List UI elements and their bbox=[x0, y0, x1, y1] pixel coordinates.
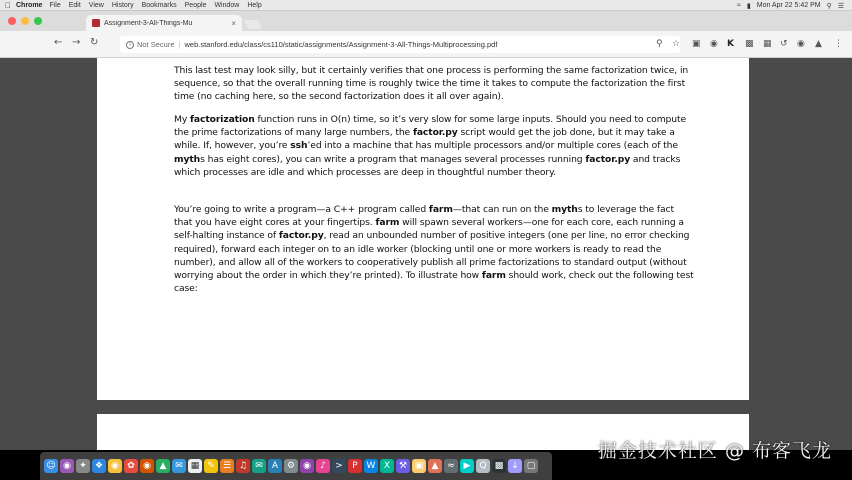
messages-icon[interactable]: ✉ bbox=[252, 459, 266, 473]
grid-extension-icon[interactable]: ▦ bbox=[763, 39, 772, 49]
code-factor-py: factor.py bbox=[412, 127, 458, 139]
menu-window[interactable]: Window bbox=[214, 1, 240, 9]
pdf-viewport[interactable] bbox=[0, 58, 852, 450]
code-ssh: ssh bbox=[290, 140, 308, 152]
preview-icon[interactable]: ▣ bbox=[412, 459, 426, 473]
close-tab-icon[interactable]: × bbox=[231, 18, 236, 28]
powerpoint-icon[interactable]: P bbox=[348, 459, 362, 473]
firefox-icon[interactable]: ◉ bbox=[140, 459, 154, 473]
facetime-icon[interactable]: ▶ bbox=[460, 459, 474, 473]
maps-icon[interactable]: ▲ bbox=[156, 459, 170, 473]
reminders-icon[interactable]: ☰ bbox=[220, 459, 234, 473]
pdf-favicon-icon bbox=[92, 19, 100, 27]
k-extension-icon[interactable]: K bbox=[727, 39, 734, 49]
menu-bar bbox=[0, 0, 852, 11]
mail-icon[interactable]: ✉ bbox=[172, 459, 186, 473]
refresh-extension-icon[interactable]: ↺ bbox=[780, 39, 788, 49]
tab-strip bbox=[0, 11, 852, 31]
menu-clock[interactable]: Mon Apr 22 5:42 PM bbox=[756, 2, 821, 9]
code-farm: farm bbox=[428, 204, 453, 215]
reload-icon[interactable]: ↻ bbox=[90, 37, 99, 48]
podcasts-icon[interactable]: ◉ bbox=[300, 459, 314, 473]
profile-icon[interactable]: ◉ bbox=[797, 39, 805, 49]
watermark: 掘金技术社区 @ 布客飞龙 bbox=[597, 440, 832, 462]
close-window-button[interactable] bbox=[8, 17, 16, 25]
paragraph-farm: You’re going to write a program—a C++ program called farm—that can run on the myths to leverage the fact that you have eight cores at your fingertips. farm will spawn several workers—one for each core, each running a self-halting instance of factor.py, read an unbounded number of positive integers (one per line, no error checking required), forward each integer on to an idle worker (blocking until one or more workers is ready to read the number), and allow all of the workers to cooperatively publish all prime factorizations to standard output (without worrying about the order in which they’re printed). To illustrate how farm should work, check out the following test case: bbox=[174, 204, 694, 295]
menu-edit[interactable]: Edit bbox=[68, 1, 81, 9]
address-bar[interactable]: i Not Secure | web.stanford.edu/class/cs110/static/assignments/Assignment-3-All-Things-Multiprocessing.pdf bbox=[120, 36, 680, 53]
pocket-icon[interactable]: ◉ bbox=[710, 39, 718, 49]
downloads-icon[interactable]: ↓ bbox=[508, 459, 522, 473]
safari-icon[interactable]: ❖ bbox=[92, 459, 106, 473]
chrome-icon[interactable]: ◉ bbox=[108, 459, 122, 473]
more-menu-icon[interactable]: ⋮ bbox=[834, 39, 843, 49]
itunes-icon[interactable]: ♪ bbox=[316, 459, 330, 473]
menu-file[interactable]: File bbox=[49, 1, 61, 9]
paragraph-factorization: My factorization function runs in O(n) time, so it’s very slow for some large inputs. Should you need to compute the prime factorizations of many large numbers, the factor.py script would get the job done, but it may take a while. If, however, you’re ssh’ed into a machine that has multiple processors and/or multiple cores (each of the myths has eight cores), you can write a program that manages several processes running factor.py and tracks which processes are idle and which processes are deep in thoughtful number theory. bbox=[174, 114, 687, 178]
paragraph-test-description: This last test may look silly, but it certainly verifies that one process is performing the same factorization twice, in sequence, so that the overall running time is roughly twice the time it takes to compute the factorization the first time (no caching here, so the second factorization does it all over again). bbox=[174, 65, 689, 103]
menu-app-name[interactable]: Chrome bbox=[16, 1, 43, 9]
app-store-icon[interactable]: A bbox=[268, 459, 282, 473]
zoom-icon[interactable]: ⚲ bbox=[656, 39, 663, 49]
menu-history[interactable]: History bbox=[111, 1, 134, 9]
code-farm-2: farm bbox=[375, 217, 400, 229]
tab-title: Assignment-3-All-Things-Mu bbox=[104, 19, 193, 27]
menu-help[interactable]: Help bbox=[247, 1, 262, 9]
info-icon[interactable]: i bbox=[126, 41, 134, 49]
code-myth: myth bbox=[174, 153, 201, 165]
cast-icon[interactable]: ▩ bbox=[745, 39, 754, 49]
notes-icon[interactable]: ✎ bbox=[204, 459, 218, 473]
terminal-icon[interactable]: > bbox=[332, 459, 346, 473]
code-factor-py-3: factor.py bbox=[278, 230, 324, 242]
wifi-icon[interactable]: ≈ bbox=[737, 2, 741, 9]
xcode-icon[interactable]: ⚒ bbox=[396, 459, 410, 473]
menu-people[interactable]: People bbox=[184, 1, 207, 9]
finder-icon[interactable]: ☺ bbox=[44, 459, 58, 473]
siri-icon[interactable]: ◉ bbox=[60, 459, 74, 473]
code-myth-2: myth bbox=[551, 204, 578, 215]
search-icon[interactable]: ⚲ bbox=[826, 2, 832, 10]
list-icon[interactable]: ☰ bbox=[837, 2, 844, 10]
new-tab-button[interactable] bbox=[244, 20, 261, 29]
bookmark-star-icon[interactable]: ☆ bbox=[672, 39, 681, 49]
tab-assignment[interactable] bbox=[86, 15, 242, 31]
extension-icon[interactable]: ▣ bbox=[692, 39, 701, 49]
battery-icon[interactable]: ▮ bbox=[746, 2, 751, 10]
menu-bookmarks[interactable]: Bookmarks bbox=[141, 1, 177, 9]
forward-arrow-icon[interactable]: → bbox=[72, 37, 81, 48]
launchpad-icon[interactable]: ✦ bbox=[76, 459, 90, 473]
code-farm-3: farm bbox=[481, 270, 506, 282]
excel-icon[interactable]: X bbox=[380, 459, 394, 473]
security-label: Not Secure bbox=[137, 40, 175, 49]
apple-menu-icon[interactable] bbox=[0, 1, 16, 10]
dock bbox=[40, 452, 552, 480]
code-factorization: factorization bbox=[190, 114, 255, 125]
stickies-icon[interactable]: ▩ bbox=[492, 459, 506, 473]
menu-view[interactable]: View bbox=[88, 1, 104, 9]
browser-toolbar bbox=[0, 31, 852, 58]
settings-icon[interactable]: ⚙ bbox=[284, 459, 298, 473]
drive-icon[interactable]: ▲ bbox=[815, 39, 822, 49]
minimize-window-button[interactable] bbox=[21, 17, 29, 25]
calendar-icon[interactable]: ▦ bbox=[188, 459, 202, 473]
photos-icon[interactable]: ✿ bbox=[124, 459, 138, 473]
pdf-page bbox=[97, 58, 749, 400]
quicktime-icon[interactable]: Q bbox=[476, 459, 490, 473]
code-factor-py-2: factor.py bbox=[585, 153, 631, 165]
keynote-icon[interactable]: ▲ bbox=[428, 459, 442, 473]
activity-monitor-icon[interactable]: ≈ bbox=[444, 459, 458, 473]
music-icon[interactable]: ♫ bbox=[236, 459, 250, 473]
word-icon[interactable]: W bbox=[364, 459, 378, 473]
zoom-window-button[interactable] bbox=[34, 17, 42, 25]
url-text[interactable]: web.stanford.edu/class/cs110/static/assignments/Assignment-3-All-Things-Multiprocessing.pdf bbox=[184, 40, 498, 49]
trash-icon[interactable]: ▢ bbox=[524, 459, 538, 473]
back-arrow-icon[interactable]: ← bbox=[54, 37, 63, 48]
